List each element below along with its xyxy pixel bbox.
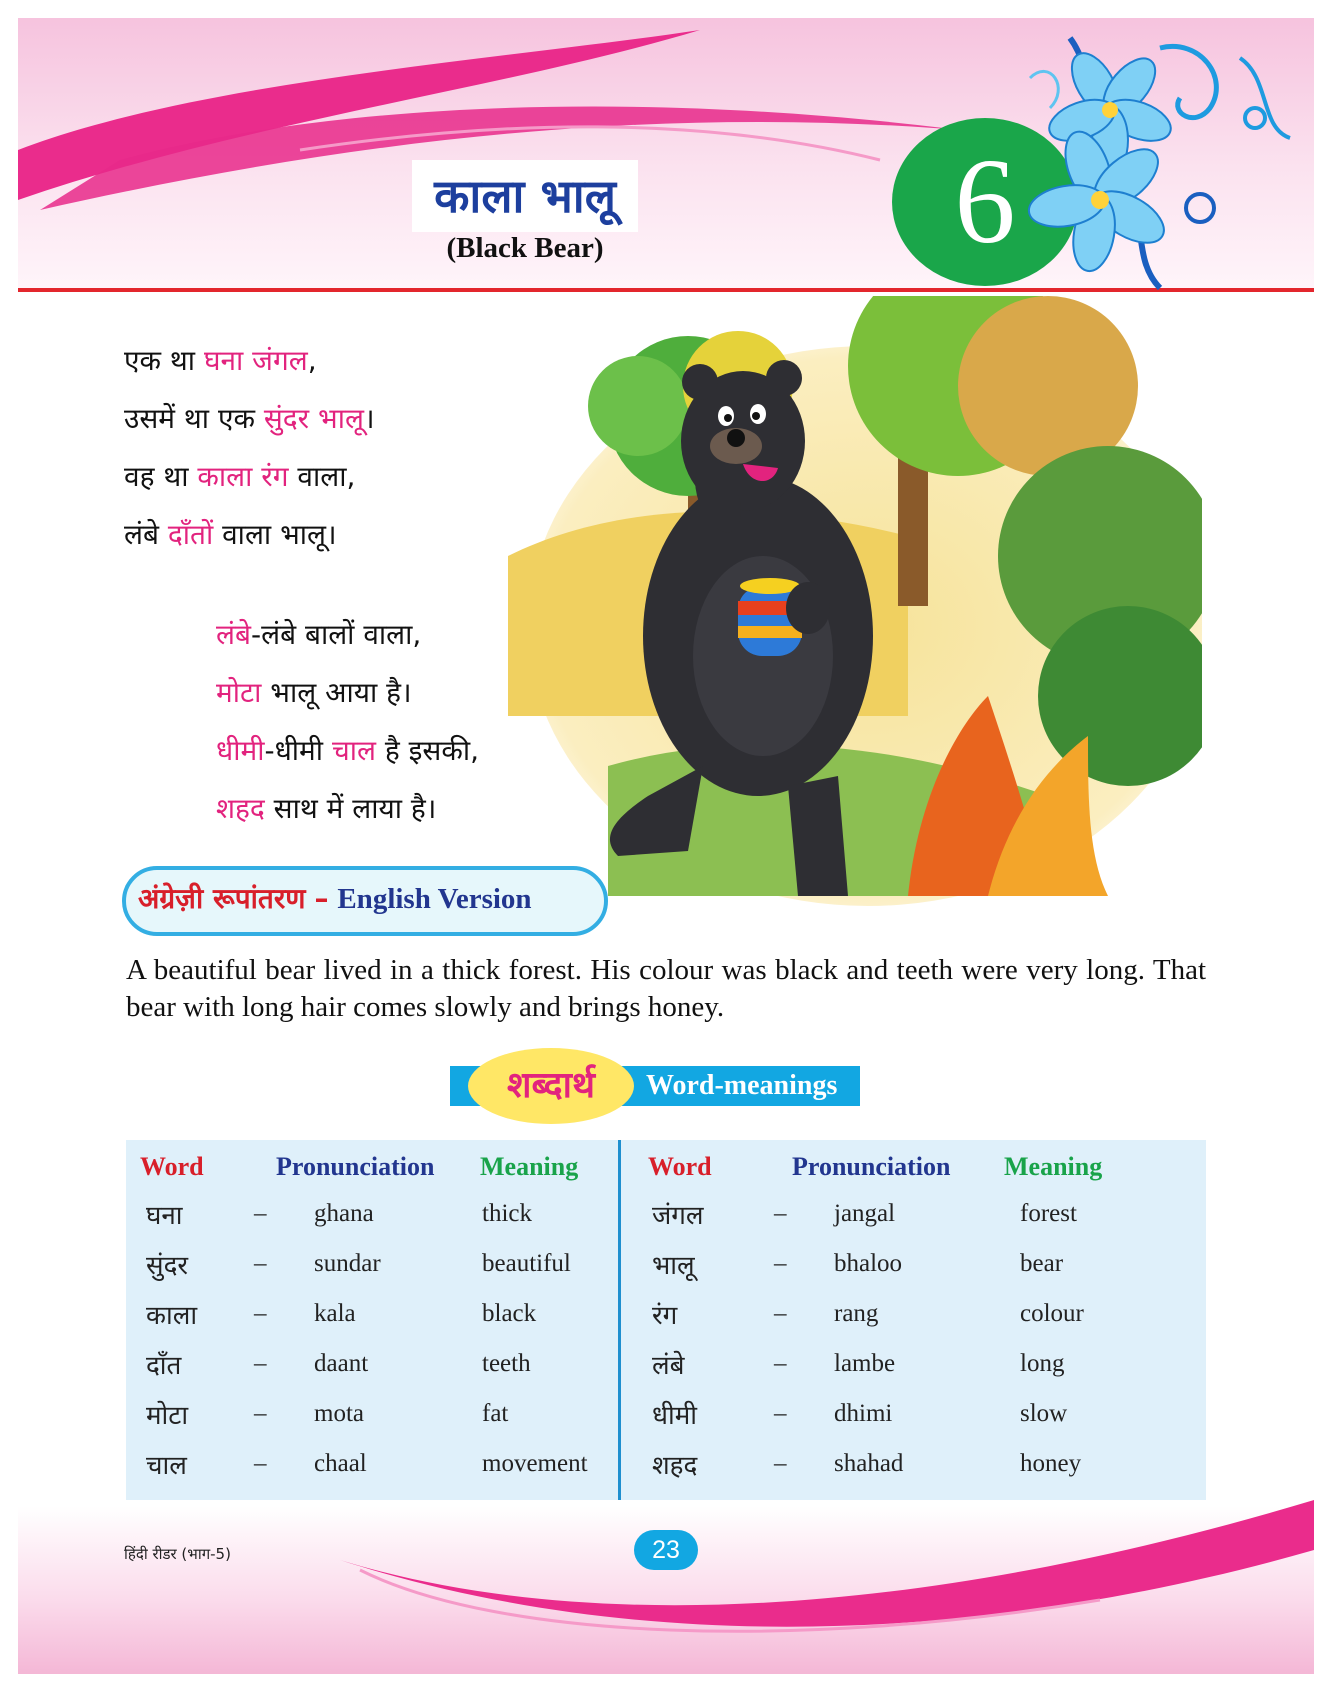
dash-cell: – (254, 1250, 267, 1277)
pronunciation-cell: daant (314, 1350, 369, 1377)
dash-cell: – (254, 1400, 267, 1427)
english-version-label-english: English Version (337, 883, 532, 915)
dash-cell: – (774, 1250, 787, 1277)
header-word-right: Word (648, 1152, 712, 1181)
poem-line: धीमी-धीमी चाल है इसकी, (216, 734, 479, 767)
meaning-cell: colour (1020, 1300, 1084, 1327)
dash-cell: – (254, 1300, 267, 1327)
meaning-cell: movement (482, 1450, 588, 1477)
word-cell: चाल (146, 1451, 187, 1481)
poem-line: उसमें था एक सुंदर भालू। (124, 402, 375, 435)
word-cell: धीमी (652, 1401, 698, 1431)
word-cell: लंबे (652, 1351, 685, 1381)
header-pronunciation-right: Pronunciation (792, 1152, 951, 1181)
word-cell: जंगल (652, 1201, 704, 1231)
poem-line: शहद साथ में लाया है। (216, 792, 437, 825)
word-cell: सुंदर (146, 1251, 189, 1281)
dash-cell: – (774, 1350, 787, 1377)
pronunciation-cell: lambe (834, 1350, 896, 1377)
meaning-cell: bear (1020, 1250, 1064, 1277)
dash-cell: – (774, 1400, 787, 1427)
meaning-cell: teeth (482, 1350, 531, 1377)
chapter-title-hindi: काला भालू (434, 169, 616, 223)
dash-cell: – (254, 1200, 267, 1227)
word-cell: मोटा (146, 1401, 189, 1431)
word-cell: दाँत (146, 1351, 182, 1381)
word-cell: घना (146, 1201, 183, 1231)
poem-line: वह था काला रंग वाला, (124, 460, 356, 493)
english-version-heading (138, 879, 532, 917)
pronunciation-cell: jangal (834, 1200, 896, 1227)
chapter-title-english: (Black Bear) (446, 232, 604, 264)
blue-flower-decoration (1010, 18, 1314, 290)
pronunciation-cell: ghana (314, 1200, 374, 1227)
footer-pink-swoosh (0, 1490, 1332, 1680)
poem-line: लंबे दाँतों वाला भालू। (124, 518, 337, 551)
poem-stanza-2 (216, 606, 479, 838)
word-cell: शहद (652, 1451, 698, 1481)
english-version-label-hindi: अंग्रेज़ी रूपांतरण (138, 882, 306, 915)
english-version-separator: – (314, 882, 329, 915)
poem-line: लंबे-लंबे बालों वाला, (216, 618, 422, 651)
chapter-number-badge: 6 (892, 118, 1078, 286)
pronunciation-cell: chaal (314, 1450, 367, 1477)
book-title-footer: हिंदी रीडर (भाग-5) (124, 1545, 231, 1563)
meaning-cell: forest (1020, 1200, 1077, 1227)
word-cell: काला (146, 1301, 198, 1331)
english-version-text: A beautiful bear lived in a thick forest. His colour was black and teeth were very long. That bear with long hair comes slowly and brings honey. (126, 954, 1206, 1023)
poem-stanza-1 (124, 332, 375, 564)
dash-cell: – (774, 1450, 787, 1477)
pronunciation-cell: kala (314, 1300, 356, 1327)
meaning-cell: slow (1020, 1400, 1068, 1427)
header-meaning-left: Meaning (480, 1152, 579, 1181)
header-meaning-right: Meaning (1004, 1152, 1103, 1181)
poem-line: एक था घना जंगल, (124, 344, 317, 377)
header-pronunciation-left: Pronunciation (276, 1152, 435, 1181)
meaning-cell: beautiful (482, 1250, 571, 1277)
meaning-cell: black (482, 1300, 537, 1327)
word-cell: भालू (652, 1251, 695, 1281)
pronunciation-cell: bhaloo (834, 1250, 903, 1277)
pronunciation-cell: rang (834, 1300, 879, 1327)
meaning-cell: thick (482, 1200, 532, 1227)
poem-line: मोटा भालू आया है। (216, 676, 412, 709)
word-meanings-label-english: Word-meanings (646, 1070, 838, 1101)
pronunciation-cell: sundar (314, 1250, 381, 1277)
black-bear-illustration (488, 296, 1202, 906)
meaning-cell: honey (1020, 1450, 1082, 1477)
dash-cell: – (774, 1200, 787, 1227)
word-cell: रंग (652, 1301, 678, 1331)
dash-cell: – (254, 1350, 267, 1377)
pronunciation-cell: shahad (834, 1450, 904, 1477)
meaning-cell: long (1020, 1350, 1065, 1377)
word-meanings-label-hindi: शब्दार्थ (507, 1065, 595, 1106)
dash-cell: – (254, 1450, 267, 1477)
table-column-divider (618, 1140, 621, 1500)
pronunciation-cell: mota (314, 1400, 364, 1427)
meaning-cell: fat (482, 1400, 509, 1427)
pronunciation-cell: dhimi (834, 1400, 893, 1427)
page-number: 23 (634, 1530, 698, 1570)
dash-cell: – (774, 1300, 787, 1327)
header-word-left: Word (140, 1152, 204, 1181)
